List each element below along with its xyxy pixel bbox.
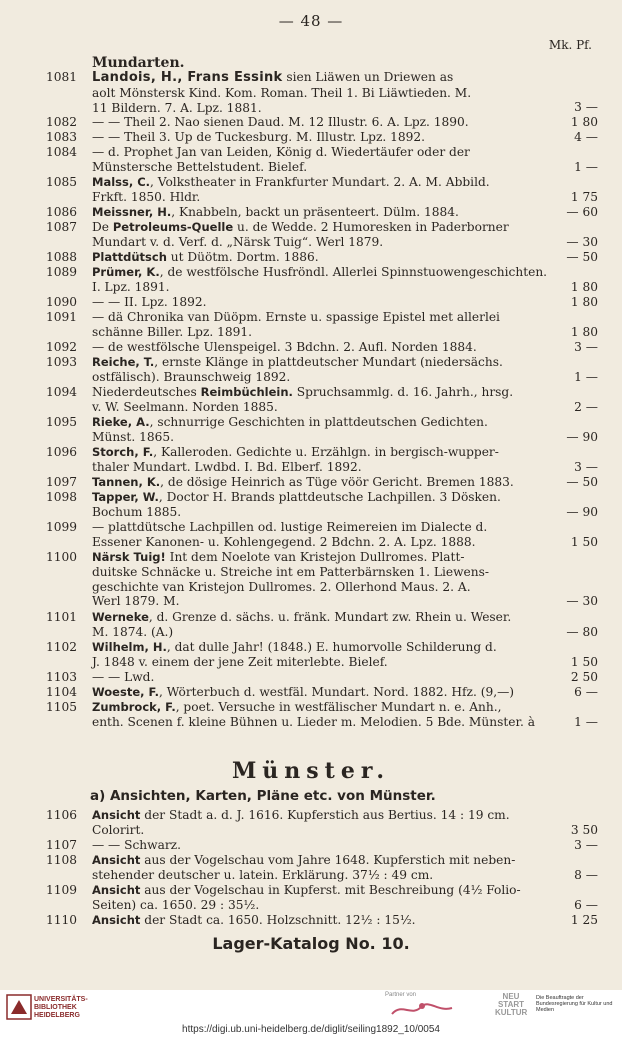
- page-number: — 48 —: [278, 12, 344, 30]
- entry-description: [92, 205, 550, 220]
- entry-price: 2 —: [574, 399, 598, 414]
- entry-description: [92, 700, 550, 730]
- entry-line: — de westfölsche Ulenspeigel. 3 Bdchn. 2. Aufl. Norden 1884.: [92, 340, 477, 354]
- entry-number: 1102: [46, 640, 78, 654]
- university-library-logo-icon: [6, 994, 32, 1020]
- entry-line: Ansicht der Stadt a. d. J. 1616. Kupferstich aus Bertius. 14 : 19 cm.: [92, 808, 510, 822]
- entry-price: 3 —: [574, 459, 598, 474]
- library-name-line2: BIBLIOTHEK: [34, 1004, 77, 1011]
- price-column-header: Mk. Pf.: [548, 38, 592, 52]
- entry-author: Zumbrock, F.: [92, 700, 176, 714]
- entry-author: Storch, F.: [92, 445, 154, 459]
- entry-number: 1099: [46, 520, 78, 534]
- entry-line: Werl 1879. M.: [92, 594, 180, 609]
- entry-price: 3 50: [570, 822, 598, 837]
- digitization-footer: [0, 990, 622, 1039]
- entry-line: — d. Prophet Jan van Leiden, König d. Wiedertäufer oder der: [92, 145, 470, 159]
- entry-line: Meissner, H., Knabbeln, backt un präsenteert. Dülm. 1884.: [92, 205, 459, 219]
- entry-description: [92, 445, 550, 475]
- entry-author: Woeste, F.: [92, 685, 160, 699]
- entry-number: 1108: [46, 853, 78, 867]
- entry-line: Woeste, F., Wörterbuch d. westfäl. Mundart. Nord. 1882. Hfz. (9,—): [92, 685, 515, 699]
- entry-author: Ansicht: [92, 808, 141, 822]
- entry-line: Essener Kanonen- u. Kohlengegend. 2 Bdchn. 2. A. Lpz. 1888.: [92, 534, 476, 549]
- entry-line: Ansicht aus der Vogelschau in Kupferst. mit Beschreibung (4½ Folio-: [92, 883, 521, 897]
- entry-line: J. 1848 v. einem der jene Zeit miterlebte. Bielef.: [92, 654, 388, 669]
- entry-number: 1101: [46, 610, 78, 624]
- entry-number: 1083: [46, 130, 78, 144]
- entry-price: — 30: [566, 234, 598, 249]
- entry-price: — 50: [566, 475, 598, 489]
- entry-line: enth. Scenen f. kleine Bühnen u. Lieder m. Melodien. 5 Bde. Münster. à: [92, 714, 535, 729]
- entry-line: Plattdütsch ut Düötm. Dortm. 1886.: [92, 250, 319, 264]
- entry-title-bold: Petroleums-Quelle: [112, 220, 234, 234]
- entry-price: 1 —: [574, 714, 598, 729]
- library-name-line3: HEIDELBERG: [34, 1012, 80, 1019]
- entry-line: Landois, H., Frans Essink sien Liäwen un Driewen as: [92, 70, 454, 85]
- entry-description: [92, 310, 550, 340]
- entry-description: [92, 838, 550, 853]
- entry-line: thaler Mundart. Lwdbd. I. Bd. Elberf. 1892.: [92, 459, 362, 474]
- entry-price: 1 50: [570, 654, 598, 669]
- entry-description: [92, 853, 550, 883]
- entry-author: Landois, H., Frans Essink: [92, 70, 283, 85]
- entry-author: Wilhelm, H.: [92, 640, 167, 654]
- entry-line: — — Theil 2. Nao sienen Daud. M. 12 Illustr. 6. A. Lpz. 1890.: [92, 115, 469, 129]
- entry-author: Reiche, T.: [92, 355, 155, 369]
- entry-line: Rieke, A., schnurrige Geschichten in plattdeutschen Gedichten.: [92, 415, 488, 429]
- entry-line: Frkft. 1850. Hldr.: [92, 189, 201, 204]
- entry-line: — plattdütsche Lachpillen od. lustige Reimereien im Dialecte d.: [92, 520, 488, 534]
- entry-description: [92, 265, 550, 295]
- entry-author: Tapper, W.: [92, 490, 159, 504]
- entry-price: 1 —: [574, 369, 598, 384]
- entry-line: stehender deutscher u. latein. Erklärung. 37½ : 49 cm.: [92, 867, 434, 882]
- entry-line: Zumbrock, F., poet. Versuche in westfälischer Mundart n. e. Anh.,: [92, 700, 502, 714]
- entry-price: — 90: [566, 429, 598, 444]
- entry-price: 1 80: [570, 324, 598, 339]
- entry-line: v. W. Seelmann. Norden 1885.: [92, 399, 278, 414]
- entry-price: 1 25: [570, 913, 598, 927]
- entry-description: [92, 130, 550, 145]
- entry-line: Storch, F., Kalleroden. Gedichte u. Erzählgn. in bergisch-wupper-: [92, 445, 499, 459]
- entry-line: I. Lpz. 1891.: [92, 279, 170, 294]
- munster-heading: Münster.: [231, 758, 391, 784]
- entry-line: Mundart v. d. Verf. d. „Närsk Tuig“. Werl 1879.: [92, 234, 384, 249]
- entry-description: [92, 808, 550, 838]
- catalog-footer-title: Lager-Katalog No. 10.: [212, 934, 410, 953]
- entry-description: [92, 475, 550, 490]
- entry-line: Reiche, T., ernste Klänge in plattdeutscher Mundart (niedersächs.: [92, 355, 503, 369]
- entry-line: Werneke, d. Grenze d. sächs. u. fränk. Mundart zw. Rhein u. Weser.: [92, 610, 512, 624]
- entry-number: 1084: [46, 145, 78, 159]
- entry-price: 8 —: [574, 867, 598, 882]
- entry-description: [92, 175, 550, 205]
- entry-number: 1092: [46, 340, 78, 354]
- entry-number: 1087: [46, 220, 78, 234]
- entry-price: 1 50: [570, 534, 598, 549]
- entry-description: [92, 145, 550, 175]
- entry-price: — 50: [566, 250, 598, 264]
- entry-number: 1104: [46, 685, 78, 699]
- entry-line: Seiten) ca. 1650. 29 : 35½.: [92, 897, 260, 912]
- entry-line: Niederdeutsches Reimbüchlein. Spruchsammlg. d. 16. Jahrh., hrsg.: [92, 385, 514, 399]
- entry-description: [92, 340, 550, 355]
- entry-description: [92, 70, 550, 115]
- entry-number: 1093: [46, 355, 78, 369]
- entry-author: Meissner, H.: [92, 205, 172, 219]
- entry-line: — — Lwd.: [92, 670, 155, 684]
- entry-number: 1081: [46, 70, 78, 84]
- entry-price: 4 —: [574, 130, 598, 144]
- entry-author: Werneke: [92, 610, 149, 624]
- entry-number: 1091: [46, 310, 78, 324]
- entry-description: [92, 415, 550, 445]
- entry-price: 1 80: [570, 279, 598, 294]
- entry-description: [92, 640, 550, 670]
- entry-line: De Petroleums-Quelle u. de Wedde. 2 Humoresken in Paderborner: [92, 220, 509, 234]
- entry-line: — — II. Lpz. 1892.: [92, 295, 207, 309]
- entry-number: 1086: [46, 205, 78, 219]
- entry-line: Närsk Tuig! Int dem Noelote van Kristejon Dullromes. Platt-: [92, 550, 465, 564]
- entry-line: Münstersche Bettelstudent. Bielef.: [92, 159, 308, 174]
- entry-description: [92, 520, 550, 550]
- entry-line: Ansicht aus der Vogelschau vom Jahre 1648. Kupferstich mit neben-: [92, 853, 516, 867]
- entry-line: Tapper, W., Doctor H. Brands plattdeutsche Lachpillen. 3 Dösken.: [92, 490, 501, 504]
- federal-government-logo: Die Beauftragte der Bundesregierung für Kultur und Medien: [536, 995, 613, 1013]
- entry-number: 1089: [46, 265, 78, 279]
- partner-logo-icon: [382, 998, 462, 1020]
- entry-number: 1082: [46, 115, 78, 129]
- entry-author: Ansicht: [92, 853, 141, 867]
- entry-price: 1 80: [570, 295, 598, 309]
- entry-line: duitske Schnäcke u. Streiche int em Patterbärnsken 1. Liewens-: [92, 564, 489, 579]
- entry-description: [92, 883, 550, 913]
- entry-number: 1105: [46, 700, 78, 714]
- library-name-line1: UNIVERSITÄTS-: [34, 996, 88, 1003]
- entry-price: 1 75: [570, 189, 598, 204]
- entry-price: — 60: [566, 205, 598, 219]
- entry-price: 1 80: [570, 115, 598, 129]
- entry-title-bold: Reimbüchlein.: [200, 385, 293, 399]
- entry-line: Colorirt.: [92, 822, 145, 837]
- entry-number: 1095: [46, 415, 78, 429]
- entry-description: [92, 685, 550, 700]
- partner-label: Partner von: [385, 992, 417, 998]
- entry-author: Ansicht: [92, 883, 141, 897]
- entry-author: Närsk Tuig!: [92, 550, 166, 564]
- entry-description: [92, 295, 550, 310]
- entry-number: 1085: [46, 175, 78, 189]
- entry-author: Rieke, A.: [92, 415, 150, 429]
- entry-description: [92, 385, 550, 415]
- entry-line: aolt Mönstersk Kind. Kom. Roman. Theil 1. Bi Liäwtieden. M.: [92, 85, 472, 100]
- permalink-url[interactable]: https://digi.ub.uni-heidelberg.de/diglit/seiling1892_10/0054: [182, 1024, 440, 1035]
- entry-description: [92, 610, 550, 640]
- entry-number: 1094: [46, 385, 78, 399]
- entry-price: 6 —: [574, 685, 598, 699]
- entry-description: [92, 220, 550, 250]
- entry-number: 1090: [46, 295, 78, 309]
- entry-line: Ansicht der Stadt ca. 1650. Holzschnitt. 12½ : 15½.: [92, 913, 416, 927]
- entry-number: 1103: [46, 670, 78, 684]
- entry-author: Ansicht: [92, 913, 141, 927]
- entry-line: Wilhelm, H., dat dulle Jahr! (1848.) E. humorvolle Schilderung d.: [92, 640, 497, 654]
- entry-price: — 30: [566, 594, 598, 609]
- entry-number: 1096: [46, 445, 78, 459]
- entry-description: [92, 550, 550, 609]
- entry-number: 1110: [46, 913, 78, 927]
- entry-line: — dä Chronika van Düöpm. Ernste u. spassige Epistel met allerlei: [92, 310, 500, 324]
- entry-line: schänne Biller. Lpz. 1891.: [92, 324, 253, 339]
- entry-price: 1 —: [574, 159, 598, 174]
- entry-price: 6 —: [574, 897, 598, 912]
- entry-number: 1109: [46, 883, 78, 897]
- entry-number: 1107: [46, 838, 78, 852]
- entry-line: geschichte van Kristejon Dullromes. 2. Ollerhond Maus. 2. A.: [92, 579, 471, 594]
- entry-description: [92, 355, 550, 385]
- entry-price: 3 —: [574, 340, 598, 354]
- entry-price: 2 50: [570, 670, 598, 684]
- neustart-kultur-logo: NEU START KULTUR: [495, 992, 528, 1017]
- entry-line: Tannen, K., de dösige Heinrich as Tüge vöör Gericht. Bremen 1883.: [92, 475, 514, 489]
- entry-price: — 90: [566, 504, 598, 519]
- entry-price: 3 —: [574, 838, 598, 852]
- entry-line: Malss, C., Volkstheater in Frankfurter Mundart. 2. A. M. Abbild.: [92, 175, 490, 189]
- entry-description: [92, 670, 550, 685]
- section-title: Mundarten.: [92, 55, 185, 71]
- entry-author: Prümer, K.: [92, 265, 160, 279]
- entry-line: — — Schwarz.: [92, 838, 181, 852]
- entry-number: 1106: [46, 808, 78, 822]
- entry-description: [92, 913, 550, 928]
- entry-description: [92, 490, 550, 520]
- entry-number: 1098: [46, 490, 78, 504]
- entry-number: 1088: [46, 250, 78, 264]
- entry-line: Münst. 1865.: [92, 429, 174, 444]
- entry-line: 11 Bildern. 7. A. Lpz. 1881.: [92, 100, 262, 115]
- entry-author: Tannen, K.: [92, 475, 161, 489]
- subsection-heading: a) Ansichten, Karten, Pläne etc. von Münster.: [90, 788, 436, 804]
- entry-number: 1097: [46, 475, 78, 489]
- entry-author: Plattdütsch: [92, 250, 167, 264]
- entry-line: M. 1874. (A.): [92, 624, 174, 639]
- entry-price: — 80: [566, 624, 598, 639]
- entry-number: 1100: [46, 550, 78, 564]
- library-name: [34, 996, 88, 1020]
- entry-line: Bochum 1885.: [92, 504, 182, 519]
- entry-price: 3 —: [574, 99, 598, 114]
- entry-line: — — Theil 3. Up de Tuckesburg. M. Illustr. Lpz. 1892.: [92, 130, 426, 144]
- entry-description: [92, 115, 550, 130]
- entry-line: ostfälisch). Braunschweig 1892.: [92, 369, 291, 384]
- entry-description: [92, 250, 550, 265]
- entry-author: Malss, C.: [92, 175, 151, 189]
- entry-line: Prümer, K., de westfölsche Husfröndl. Allerlei Spinnstuowengeschichten.: [92, 265, 548, 279]
